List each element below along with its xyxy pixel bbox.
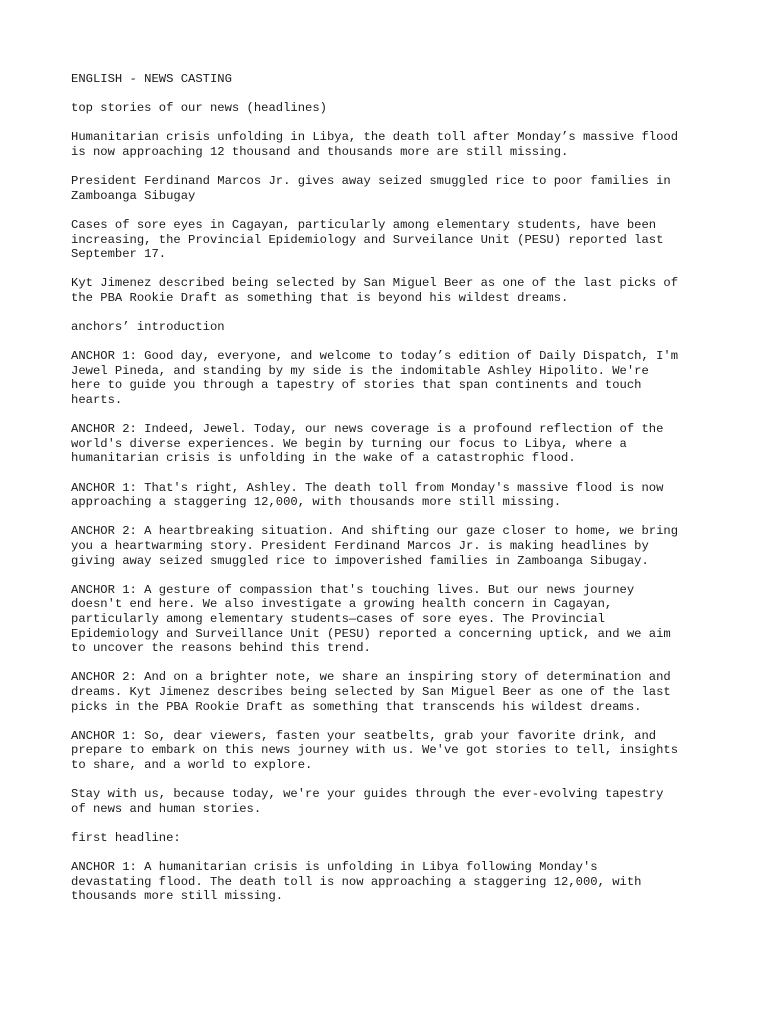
text-line: world's diverse experiences. We begin by turning our focus to Libya, where a — [71, 436, 627, 451]
text-line: is now approaching 12 thousand and thousands more are still missing. — [71, 144, 569, 159]
text-line: ANCHOR 1: Good day, everyone, and welcome to today’s edition of Daily Dispatch, I'm — [71, 349, 679, 364]
section-heading-headlines: top stories of our news (headlines) — [71, 101, 327, 116]
text-line: doesn't end here. We also investigate a growing health concern in Cagayan, — [71, 597, 613, 612]
anchor-2-libya-intro — [71, 422, 711, 466]
text-line: devastating flood. The death toll is now approaching a staggering 12,000, with — [71, 874, 642, 889]
anchor-2-rice-story — [71, 524, 711, 568]
document-page — [71, 72, 711, 918]
anchor-2-rookie-draft — [71, 670, 711, 714]
text-line: you a heartwarming story. President Ferdinand Marcos Jr. is making headlines by — [71, 539, 649, 553]
text-line: Jewel Pineda, and standing by my side is the indomitable Ashley Hipolito. We're — [71, 363, 649, 378]
text-line: September 17. — [71, 247, 167, 262]
text-line: Cases of sore eyes in Cagayan, particularly among elementary students, have been — [71, 217, 657, 232]
text-line: increasing, the Provincial Epidemiology and Surveilance Unit (PESU) reported last — [71, 232, 664, 247]
headline-marcos-rice — [71, 174, 711, 203]
text-line: Kyt Jimenez described being selected by San Miguel Beer as one of the last picks of — [71, 276, 679, 291]
text-line: the PBA Rookie Draft as something that is beyond his wildest dreams. — [71, 290, 569, 305]
text-line: prepare to embark on this news journey with us. We've got stories to tell, insights — [71, 743, 679, 758]
text-line: to share, and a world to explore. — [71, 757, 313, 772]
text-line: picks in the PBA Rookie Draft as something that transcends his wildest dreams. — [71, 699, 642, 714]
headline-libya-flood — [71, 130, 711, 159]
text-line: President Ferdinand Marcos Jr. gives away seized smuggled rice to poor families in — [71, 174, 671, 189]
text-line: Zamboanga Sibugay — [71, 188, 196, 203]
headline-sore-eyes — [71, 218, 711, 262]
text-line: of news and human stories. — [71, 801, 262, 816]
document-title: ENGLISH - NEWS CASTING — [71, 72, 232, 86]
anchor-1-closing — [71, 729, 711, 773]
text-line: ANCHOR 1: That's right, Ashley. The death toll from Monday's massive flood is now — [71, 480, 664, 495]
text-line: approaching a staggering 12,000, with thousands more still missing. — [71, 495, 562, 510]
headline-kyt-jimenez — [71, 276, 711, 305]
text-line: ANCHOR 2: A heartbreaking situation. And shifting our gaze closer to home, we bring — [71, 524, 679, 539]
text-line: dreams. Kyt Jimenez describes being selected by San Miguel Beer as one of the last — [71, 684, 671, 699]
text-line: ANCHOR 2: Indeed, Jewel. Today, our news coverage is a profound reflection of the — [71, 422, 664, 437]
section-heading-anchors: anchors’ introduction — [71, 320, 225, 335]
text-line: ANCHOR 1: A humanitarian crisis is unfolding in Libya following Monday's — [71, 860, 598, 875]
text-line: here to guide you through a tapestry of stories that span continents and touch — [71, 378, 642, 393]
text-line: ANCHOR 1: So, dear viewers, fasten your seatbelts, grab your favorite drink, and — [71, 728, 657, 743]
text-line: to uncover the reasons behind this trend. — [71, 641, 371, 656]
text-line: hearts. — [71, 393, 123, 408]
anchor-1-death-toll — [71, 481, 711, 510]
text-line: ANCHOR 2: And on a brighter note, we share an inspiring story of determination and — [71, 670, 671, 685]
stay-with-us — [71, 787, 711, 816]
text-line: particularly among elementary students—cases of sore eyes. The Provincial — [71, 611, 605, 626]
text-line: Humanitarian crisis unfolding in Libya, the death toll after Monday’s massive flood — [71, 130, 679, 145]
anchor-1-first-headline — [71, 860, 711, 904]
text-line: thousands more still missing. — [71, 889, 284, 904]
text-line: Epidemiology and Surveillance Unit (PESU) reported a concerning uptick, and we aim — [71, 626, 671, 641]
anchor-1-sore-eyes — [71, 583, 711, 656]
text-line: giving away seized smuggled rice to impoverished families in Zamboanga Sibugay. — [71, 553, 649, 568]
anchor-1-greeting — [71, 349, 711, 407]
text-line: ANCHOR 1: A gesture of compassion that's touching lives. But our news journey — [71, 582, 635, 597]
text-line: humanitarian crisis is unfolding in the wake of a catastrophic flood. — [71, 451, 576, 466]
section-heading-first-headline: first headline: — [71, 830, 181, 845]
text-line: Stay with us, because today, we're your guides through the ever-evolving tapestry — [71, 787, 664, 802]
